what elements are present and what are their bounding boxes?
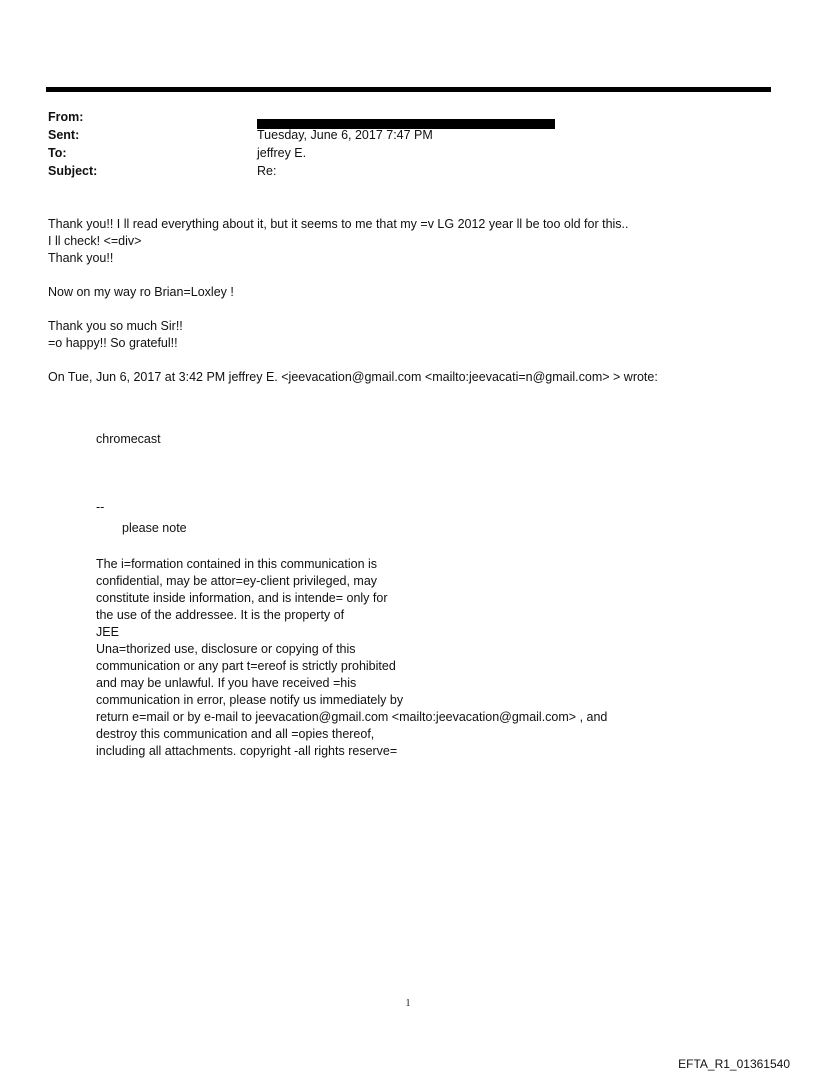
document-id: EFTA_R1_01361540 <box>678 1057 790 1071</box>
please-note: please note <box>122 521 187 535</box>
signature-separator: -- <box>96 500 105 514</box>
disclaimer-line: including all attachments. copyright -all rights reserve= <box>96 744 398 758</box>
quoted-message <box>96 431 736 516</box>
to-label: To: <box>48 145 67 160</box>
from-label: From: <box>48 109 84 124</box>
body-line: =o happy!! So grateful!! <box>48 336 178 350</box>
disclaimer <box>96 556 736 760</box>
body-line: Thank you!! I ll read everything about it, but it seems to me that my =v LG 2012 year ll be too old for this.. <box>48 217 629 231</box>
disclaimer-line: confidential, may be attor=ey-client privileged, may <box>96 574 378 588</box>
sent-label: Sent: <box>48 127 80 142</box>
page-number: 1 <box>405 998 411 1009</box>
disclaimer-line: JEE <box>96 625 119 639</box>
disclaimer-line: constitute inside information, and is intende= only for <box>96 591 388 605</box>
disclaimer-line: communication in error, please notify us immediately by <box>96 693 404 707</box>
email-header <box>48 108 748 180</box>
email-body <box>48 216 778 386</box>
to-row <box>48 144 748 162</box>
body-line: I ll check! <=div> <box>48 234 142 248</box>
quoted-text: chromecast <box>96 432 161 446</box>
subject-value: Re: <box>257 163 277 178</box>
disclaimer-line: and may be unlawful. If you have received =his <box>96 676 357 690</box>
from-row <box>48 108 748 126</box>
sent-row <box>48 126 748 144</box>
disclaimer-line: The i=formation contained in this communication is <box>96 557 378 571</box>
disclaimer-line: the use of the addressee. It is the property of <box>96 608 345 622</box>
to-value: jeffrey E. <box>257 145 307 160</box>
body-line: Thank you so much Sir!! <box>48 319 183 333</box>
quote-header: On Tue, Jun 6, 2017 at 3:42 PM jeffrey E. <jeevacation@gmail.com <mailto:jeevacati=n@gmail.com> > wrote: <box>48 370 658 384</box>
body-line: Now on my way ro Brian=Loxley ! <box>48 285 234 299</box>
top-rule <box>46 87 771 92</box>
sent-value: Tuesday, June 6, 2017 7:47 PM <box>257 127 433 142</box>
subject-row <box>48 162 748 180</box>
disclaimer-line: destroy this communication and all =opies thereof, <box>96 727 375 741</box>
disclaimer-line: return e=mail or by e-mail to jeevacation@gmail.com <mailto:jeevacation@gmail.com> , and <box>96 710 608 724</box>
subject-label: Subject: <box>48 163 98 178</box>
body-line: Thank you!! <box>48 251 114 265</box>
disclaimer-line: Una=thorized use, disclosure or copying of this <box>96 642 356 656</box>
disclaimer-line: communication or any part t=ereof is strictly prohibited <box>96 659 396 673</box>
